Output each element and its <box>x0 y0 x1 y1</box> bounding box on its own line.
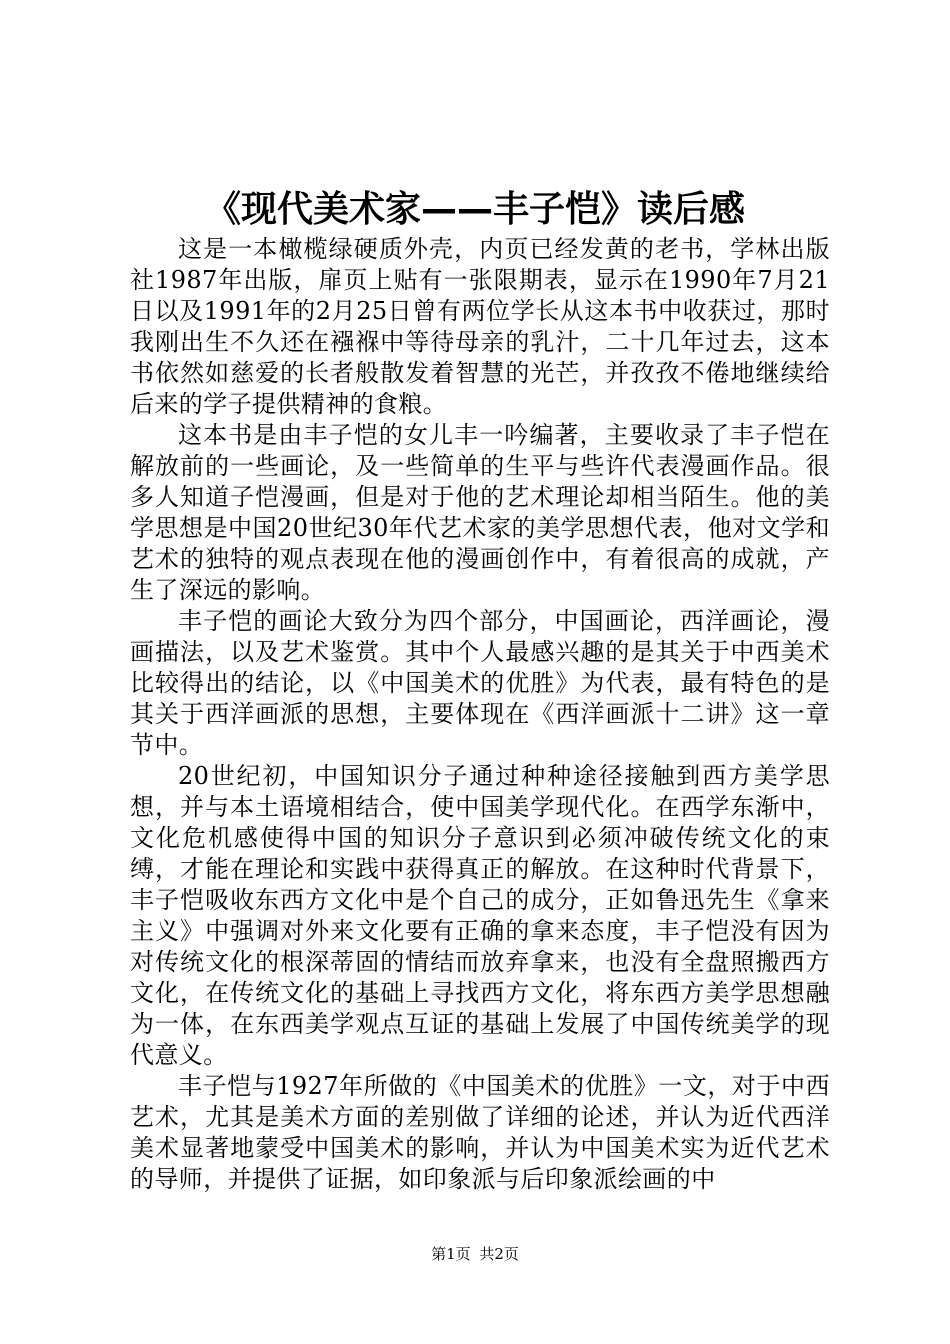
paragraph-3: 丰子恺的画论大致分为四个部分，中国画论，西洋画论，漫画描法，以及艺术鉴赏。其中个人最感兴趣的是其关于中西美术比较得出的结论，以《中国美术的优胜》为代表，最有特色的是其关于西洋画派的思想，主要体现在《西洋画派十二讲》这一章节中。 <box>130 607 830 759</box>
paragraph-1: 这是一本橄榄绿硬质外壳，内页已经发黄的老书，学林出版社1987年出版，扉页上贴有一张限期表，显示在1990年7月21日以及1991年的2月25日曾有两位学长从这本书中收获过，那时我刚出生不久还在襁褓中等待母亲的乳汁，二十几年过去，这本书依然如慈爱的长者般散发着智慧的光芒，并孜孜不倦地继续给后来的学子提供精神的食粮。 <box>130 235 830 418</box>
paragraph-4: 20世纪初，中国知识分子通过种种途径接触到西方美学思想，并与本土语境相结合，使中国美学现代化。在西学东渐中，文化危机感使得中国的知识分子意识到必须冲破传统文化的束缚，才能在理论和实践中获得真正的解放。在这种时代背景下，丰子恺吸收东西方文化中是个自己的成分，正如鲁迅先生《拿来主义》中强调对外来文化要有正确的拿来态度，丰子恺没有因为对传统文化的根深蒂固的情结而放弃拿来，也没有全盘照搬西方文化，在传统文化的基础上寻找西方文化，将东西方美学思想融为一体，在东西美学观点互证的基础上发展了中国传统美学的现代意义。 <box>130 762 830 1069</box>
document-body <box>130 234 830 1195</box>
paragraph-5: 丰子恺与1927年所做的《中国美术的优胜》一文，对于中西艺术，尤其是美术方面的差别做了详细的论述，并认为近代西洋美术显著地蒙受中国美术的影响，并认为中国美术实为近代艺术的导师，并提供了证据，如印象派与后印象派绘画的中 <box>130 1072 830 1193</box>
paragraph-2: 这本书是由丰子恺的女儿丰一吟编著，主要收录了丰子恺在解放前的一些画论，及一些简单的生平与些许代表漫画作品。很多人知道子恺漫画，但是对于他的艺术理论却相当陌生。他的美学思想是中国20世纪30年代艺术家的美学思想代表，他对文学和艺术的独特的观点表现在他的漫画创作中，有着很高的成就，产生了深远的影响。 <box>130 421 830 604</box>
page-footer <box>0 1243 950 1265</box>
page-total: 共2页 <box>479 1245 519 1263</box>
document-title: 《现代美术家——丰子恺》读后感 <box>204 189 745 230</box>
page-number: 第1页 <box>431 1245 471 1263</box>
